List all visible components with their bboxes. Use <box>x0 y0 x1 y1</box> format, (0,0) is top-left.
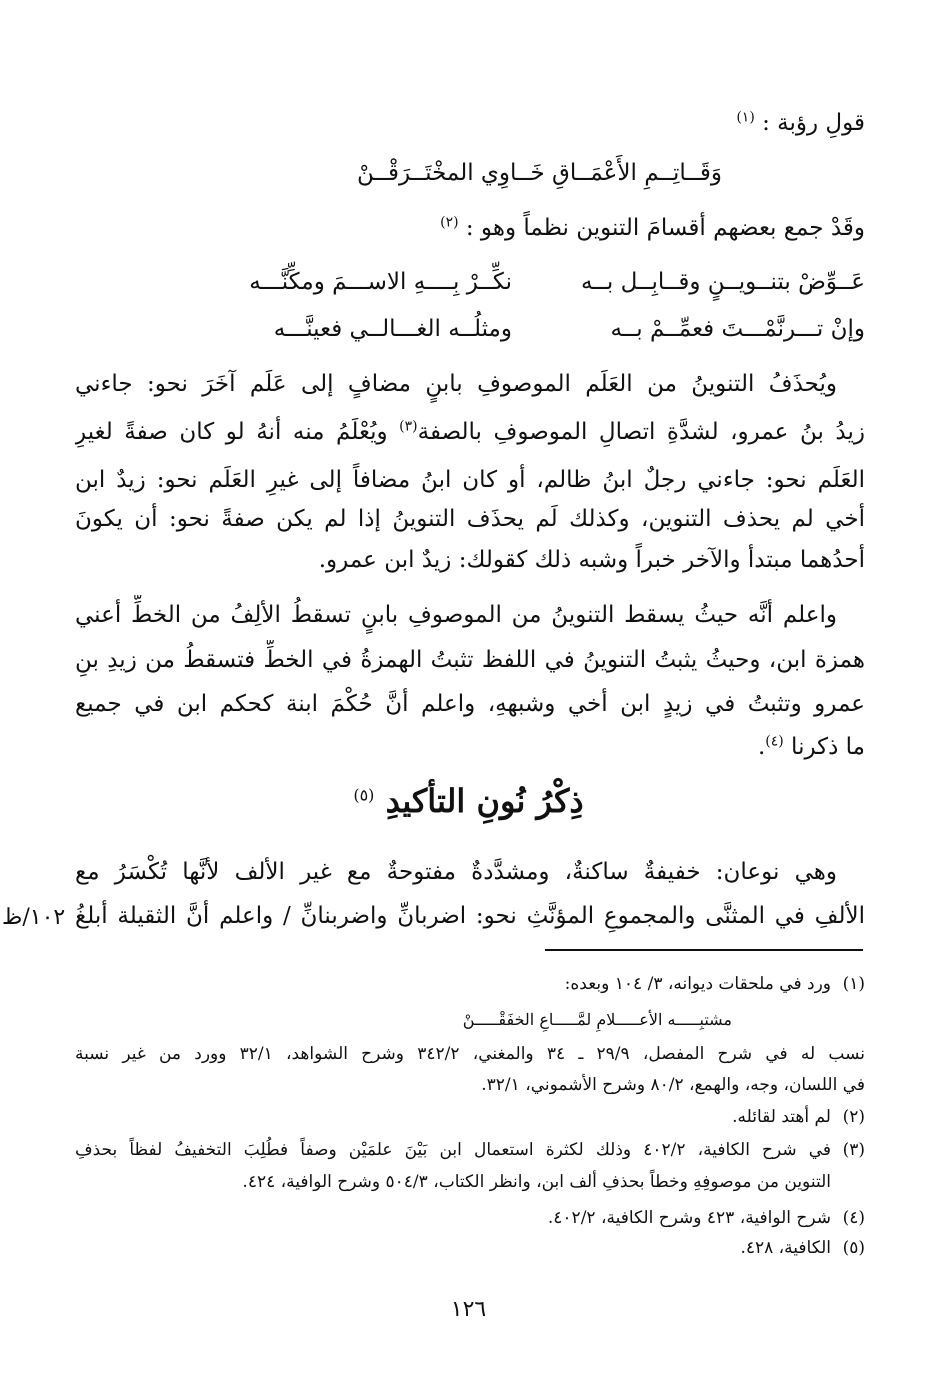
paragraph-1-line-4 <box>75 499 865 539</box>
paragraph-2-line-4-text-b: . <box>757 734 766 760</box>
footnote-1-line-1-text: ورد في ملحقات ديوانه، ٣/ ١٠٤ وبعده: <box>564 974 831 994</box>
verse-2-b-right <box>610 309 865 349</box>
paragraph-1-line-5 <box>75 540 865 580</box>
footnote-ref-1: (١) <box>736 109 755 126</box>
verse-2-b-right-text: وإنْ تـــرنَّمْـــتَ فعمِّــمْ بــه <box>610 316 865 342</box>
paragraph-3-line-2 <box>75 896 865 936</box>
intro-line <box>75 103 865 143</box>
footnote-ref-2: (٢) <box>440 214 459 231</box>
verse-2-a-left <box>249 262 512 302</box>
footnote-3-line-2-text: التنوين من موصوفِهِ وخطاً بحذفِ ألف ابن، وانظر الكتاب، ٥٠٤/٣ وشرح الوافية، ٤٢٤. <box>242 1172 831 1192</box>
footnote-1-verse-text: مشتبِـــــه الأعـــــلامِ لمَّـــــاعِ الخفَقْـــــنْ <box>462 1010 732 1029</box>
paragraph-1-line-3-text: العَلَم نحو: جاءني رجلٌ ابنُ ظالم، أو كان ابنُ مضافاً إلى غيرِ العَلَم نحو: زيدٌ ابن <box>75 467 865 493</box>
intro-text: قولِ رؤبة : <box>754 110 865 136</box>
footnote-1-line-3 <box>75 1040 865 1068</box>
footnote-5-line-1 <box>75 1234 865 1262</box>
verse-2-a-right-text: عَــوِّضْ بتنــويــنٍ وقــابِــل بــه <box>581 269 865 295</box>
manuscript-folio-note-text: ١٠٢/ظ <box>2 905 66 930</box>
section-heading-text: ذِكْرُ نُونِ التأكيدِ <box>374 782 584 820</box>
footnote-4-number: (٤) <box>842 1208 865 1228</box>
paragraph-1-line-4-text: أخي لم يحذف التنوين، وكذلك لَم يحذَف التنوينُ إذا لم يكن صفةً نحو: أن يكونَ <box>75 506 865 532</box>
page-number: ١٢٦ <box>450 1297 487 1322</box>
footnote-3-line-1 <box>75 1136 865 1164</box>
footnote-3-number: (٣) <box>842 1140 865 1160</box>
section-heading <box>0 776 937 826</box>
paragraph-1-line-3 <box>75 460 865 500</box>
paragraph-2-line-1 <box>75 595 837 635</box>
paragraph-2-line-3-text: عمرو وتثبتُ في زيدٍ ابن أخي وشبههِ، واعلم أنَّ حُكْمَ ابنة كحكم ابن في جميع <box>75 691 865 717</box>
paragraph-2-line-2 <box>75 640 865 680</box>
paragraph-3-line-2-text: الألفِ في المثنَّى والمجموعِ المؤنَّثِ نحو: اضربانِّ واضربنانِّ / واعلم أنَّ الثقيلة أبلغُ <box>75 903 865 929</box>
footnote-3-line-1-text: في شرح الكافية، ٤٠٢/٢ وذلك لكثرة استعمال ابن بَيْنَ علمَيْن وصفاً فطُلِبَ التخفيفُ لفظاً بحذفِ <box>75 1140 832 1160</box>
paragraph-1-line-5-text: أحدُهما مبتدأ والآخر خبراً وشبه ذلك كقولك: زيدٌ ابن عمرو. <box>318 547 865 573</box>
footnote-4-line-1-text: شرح الوافية، ٤٢٣ وشرح الكافية، ٤٠٢/٢. <box>547 1208 831 1228</box>
footnote-1-line-4-text: في اللسان، وجه، والهمع، ٨٠/٢ وشرح الأشموني، ٣٢/١. <box>481 1075 865 1095</box>
paragraph-1-line-2-text-b: ويُعْلَمُ منه أنهُ لو كان صفةً لغيرِ <box>75 419 400 445</box>
footnote-separator <box>545 949 863 951</box>
paragraph-1-line-2-text-a: زيدُ بنُ عمرو، لشدَّةِ اتصالِ الموصوفِ بالصفة <box>417 419 865 445</box>
footnote-1-line-4 <box>75 1071 865 1099</box>
verse-2-b-left <box>274 309 512 349</box>
footnote-5-number: (٥) <box>842 1238 865 1258</box>
verse-2-intro-text: وقَدْ جمع بعضهم أقسامَ التنوين نظماً وهو : <box>458 215 865 241</box>
footnote-2-line-1 <box>75 1103 865 1131</box>
verse-2-intro-line <box>75 208 865 248</box>
footnote-1-verse <box>463 1006 732 1034</box>
verse-2-a-right <box>581 262 865 302</box>
paragraph-2-line-3 <box>75 684 865 724</box>
footnote-2-number: (٢) <box>842 1107 865 1127</box>
footnote-1-line-1 <box>75 970 865 998</box>
paragraph-2-line-4-text-a: ما ذكرنا <box>783 734 865 760</box>
paragraph-3-line-1 <box>75 852 837 892</box>
footnote-1-line-3-text: نسب له في شرح المفصل، ٢٩/٩ ـ ٣٤ والمغني، ٣٤٢/٢ وشرح الشواهد، ٣٢/١ وورد من غير نسبة <box>75 1044 865 1064</box>
paragraph-3-line-1-text: وهي نوعان: خفيفةٌ ساكنةٌ، ومشدَّدةٌ مفتوحةٌ مع غير الألف لأنَّها تُكْسَرُ مع <box>75 859 837 885</box>
footnote-5-line-1-text: الكافية، ٤٢٨. <box>740 1238 831 1258</box>
paragraph-1-line-1-text: ويُحذَفُ التنوينُ من العَلَم الموصوفِ بابنٍ مضافٍ إلى عَلَم آخَرَ نحو: جاءني <box>75 371 837 397</box>
verse-2-a-left-text: نكِّــرْ بِــــهِ الاســـمَ ومكِّنَّـــه <box>249 269 512 295</box>
verse-1-text: وَقَــاتِــمِ الأَعْمَــاقِ خَــاوِي المخْتَــرَقْــنْ <box>356 160 722 186</box>
footnote-2-line-1-text: لم أهتد لقائله. <box>732 1107 831 1127</box>
paragraph-2-line-2-text: همزة ابن، وحيثُ يثبتُ التنوينُ في اللفظ تثبتُ الهمزةُ في الخطِّ فتسقطُ من زيدِ بنِ <box>75 647 865 673</box>
footnote-1-number: (١) <box>842 974 865 994</box>
paragraph-2-line-1-text: واعلم أنَّه حيثُ يسقط التنوينُ من الموصوفِ بابنٍ تسقطُ الألِفُ من الخطِّ أعني <box>75 602 837 628</box>
paragraph-1-line-2 <box>75 412 865 452</box>
paragraph-2-line-4 <box>75 727 865 767</box>
footnote-ref-5: (٥) <box>353 785 375 805</box>
manuscript-folio-note <box>2 898 65 938</box>
verse-2-b-left-text: ومثلُــه الغـــالــي فعينَّـــه <box>273 316 512 342</box>
footnote-3-line-2 <box>41 1168 865 1196</box>
paragraph-1-line-1 <box>75 364 837 404</box>
footnote-ref-3: (٣) <box>399 418 418 435</box>
footnote-ref-4: (٤) <box>765 733 784 750</box>
verse-1 <box>357 153 722 193</box>
footnote-4-line-1 <box>75 1204 865 1232</box>
